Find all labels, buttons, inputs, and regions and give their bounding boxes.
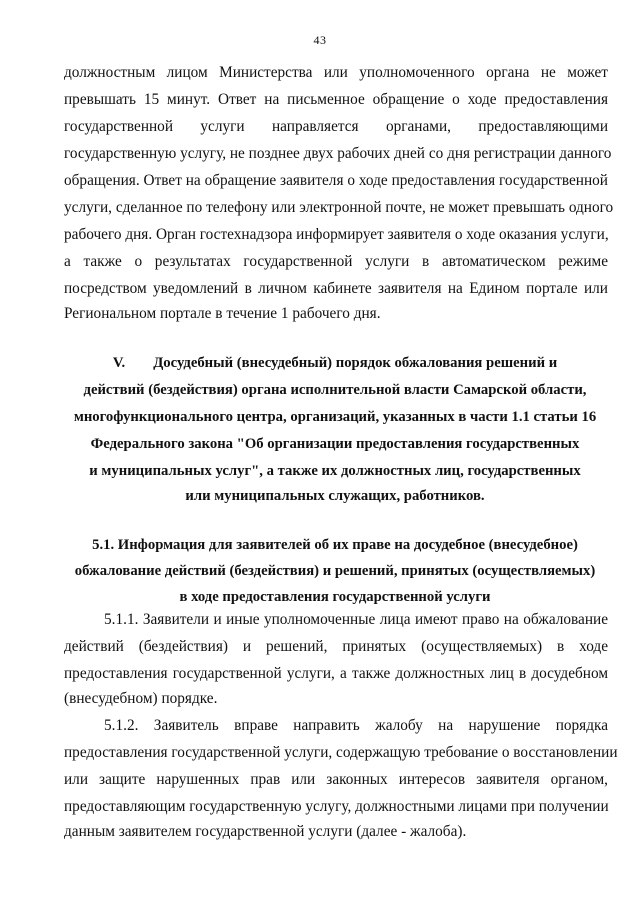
text-line: а также о результатах государственной услуги в автоматическом режиме <box>64 253 608 270</box>
section-heading-line: многофункционального центра, организаций, указанных в части 1.1 статьи 16 <box>73 409 597 425</box>
section-heading-line: или муниципальных служащих, работников. <box>185 488 485 504</box>
text-line: или защите нарушенных прав или законных интересов заявителя органом, <box>64 771 608 788</box>
text-line: превышать 15 минут. Ответ на письменное обращение о ходе предоставления <box>64 91 608 108</box>
text-line: данным заявителем государственной услуги (далее - жалоба). <box>64 823 467 840</box>
subsection-heading-line: 5.1. Информация для заявителей об их праве на досудебное (внесудебное) <box>92 537 578 553</box>
text-line: государственную услугу, не позднее двух рабочих дней со дня регистрации данного <box>64 145 612 162</box>
text-line: предоставления государственной услуги, а также должностных лиц в досудебном <box>64 665 608 682</box>
text-line: действий (бездействия) и решений, принятых (осуществляемых) в ходе <box>64 638 608 655</box>
subsection-heading-line: в ходе предоставления государственной услуги <box>179 589 491 605</box>
section-number: V. <box>112 355 126 371</box>
text-line: посредством уведомлений в личном кабинете заявителя на Едином портале или <box>64 280 608 297</box>
text-line: обращения. Ответ на обращение заявителя о ходе предоставления государственной <box>64 172 608 189</box>
text-line: Региональном портале в течение 1 рабочего дня. <box>64 305 381 322</box>
text-line: услуги, сделанное по телефону или электронной почте, не может превышать одного <box>64 199 614 216</box>
section-heading-line: Федерального закона "Об организации предоставления государственных <box>90 436 580 452</box>
text-line: рабочего дня. Орган гостехнадзора информирует заявителя о ходе оказания услуги, <box>64 226 609 243</box>
subsection-heading-line: обжалование действий (бездействия) и решений, принятых (осуществляемых) <box>74 563 596 579</box>
section-heading-text: Досудебный (внесудебный) порядок обжалования решений и <box>153 355 558 371</box>
section-heading-line: действий (бездействия) органа исполнительной власти Самарской области, <box>83 382 587 398</box>
text-line: государственной услуги направляется органами, предоставляющими <box>64 118 608 135</box>
section-heading-line <box>0 353 640 373</box>
text-line: предоставления государственной услуги, содержащую требование о восстановлении <box>64 744 618 761</box>
text-line: должностным лицом Министерства или уполномоченного органа не может <box>64 64 608 81</box>
text-line: 5.1.2. Заявитель вправе направить жалобу на нарушение порядка <box>104 717 608 734</box>
text-line: 5.1.1. Заявители и иные уполномоченные лица имеют право на обжалование <box>104 611 608 628</box>
text-line: предоставляющим государственную услугу, должностными лицами при получении <box>64 798 609 815</box>
text-line: (внесудебном) порядке. <box>64 690 218 707</box>
page-number: 43 <box>313 33 327 47</box>
section-heading-line: и муниципальных услуг", а также их должностных лиц, государственных <box>89 463 581 479</box>
